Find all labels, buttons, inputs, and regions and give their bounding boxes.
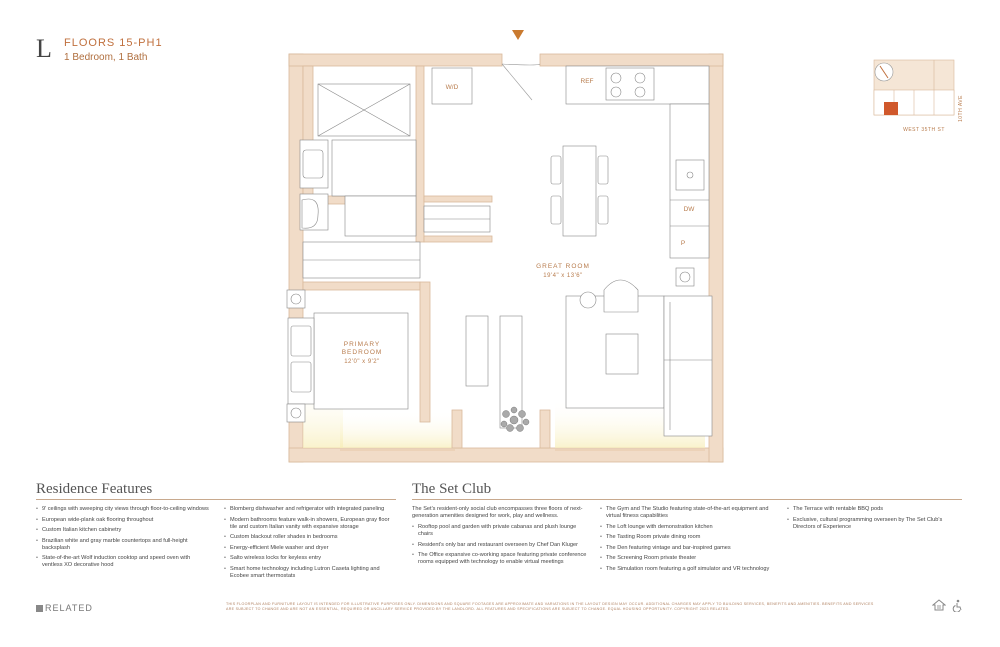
dining-table bbox=[551, 146, 608, 236]
residence-features-rule bbox=[36, 499, 396, 500]
related-logo-text: RELATED bbox=[45, 603, 93, 613]
residence-features-col1 bbox=[36, 506, 212, 573]
list-item: • The Gym and The Studio featuring state-of-the-art equipment and virtual fitness capabilities bbox=[600, 506, 778, 520]
unit-type: 1 Bedroom, 1 Bath bbox=[64, 52, 148, 63]
set-club-title: The Set Club bbox=[412, 481, 492, 497]
list-item: • Energy-efficient Miele washer and dryer bbox=[224, 545, 394, 552]
bedroom-dims: 12'0" x 9'2" bbox=[344, 359, 380, 365]
set-club-col1 bbox=[412, 524, 592, 570]
great-room-label: GREAT ROOM bbox=[536, 263, 590, 270]
list-item: • Custom Italian kitchen cabinetry bbox=[36, 527, 212, 534]
related-logo bbox=[36, 603, 93, 613]
key-plan bbox=[874, 60, 954, 115]
pantry-label: P bbox=[680, 240, 686, 247]
avenue-label: 10TH AVE bbox=[958, 95, 964, 122]
list-item: • Exclusive, cultural programming overseen by The Set Club's Directors of Experience bbox=[787, 517, 957, 531]
bathroom bbox=[300, 84, 416, 236]
great-room-dims: 19'4" x 13'6" bbox=[543, 273, 583, 279]
set-club-col2 bbox=[600, 506, 778, 576]
list-item: • The Terrace with rentable BBQ pods bbox=[787, 506, 957, 513]
list-item: • Salto wireless locks for keyless entry bbox=[224, 555, 394, 562]
bedroom-label-line2: BEDROOM bbox=[341, 349, 383, 356]
entry-door bbox=[502, 64, 540, 100]
ref-label: REF bbox=[580, 78, 594, 85]
list-item: • European wide-plank oak flooring throughout bbox=[36, 517, 212, 524]
related-logo-mark bbox=[36, 605, 43, 612]
washer-dryer bbox=[432, 68, 472, 104]
set-club-col3 bbox=[787, 506, 957, 534]
dw-label: DW bbox=[683, 206, 695, 213]
list-item: • Custom blackout roller shades in bedrooms bbox=[224, 534, 394, 541]
list-item: • The Tasting Room private dining room bbox=[600, 534, 778, 541]
accessibility-icon bbox=[952, 599, 964, 612]
residence-features-col2 bbox=[224, 506, 394, 583]
street-label: WEST 35TH ST bbox=[903, 127, 945, 133]
list-item: • The Office expansive co-working space featuring private conference rooms equipped with technology to enable virtual meetings bbox=[412, 552, 592, 566]
list-item: • Rooftop pool and garden with private cabanas and plush lounge chairs bbox=[412, 524, 592, 538]
residence-features-title: Residence Features bbox=[36, 481, 153, 497]
list-item: • State-of-the-art Wolf induction cooktop and speed oven with ventless XO decorative hood bbox=[36, 555, 212, 569]
set-club-rule bbox=[412, 499, 962, 500]
list-item: • 9' ceilings with sweeping city views through floor-to-ceiling windows bbox=[36, 506, 212, 513]
list-item: • Smart home technology including Lutron Caseta lighting and Ecobee smart thermostats bbox=[224, 566, 394, 580]
bedroom-label-line1: PRIMARY bbox=[343, 341, 381, 348]
bedroom bbox=[287, 290, 408, 422]
list-item: • The Loft lounge with demonstration kitchen bbox=[600, 524, 778, 531]
list-item: • The Screening Room private theater bbox=[600, 555, 778, 562]
list-item: • The Simulation room featuring a golf simulator and VR technology bbox=[600, 566, 778, 573]
list-item: • Modern bathrooms feature walk-in showers, European gray floor tile and custom Italian vanity with expansive storage bbox=[224, 517, 394, 531]
list-item: • The Den featuring vintage and bar-inspired games bbox=[600, 545, 778, 552]
disclaimer: THIS FLOORPLAN AND FURNITURE LAYOUT IS INTENDED FOR ILLUSTRATIVE PURPOSES ONLY. DIMENSIONS AND SQUARE FOOTAGES ARE APPROXIMATE AND VARIATIONS IN THE LAYOUT DESIGN MAY OCCUR. ADDITIONAL CHARGES MAY APPLY TO BUILDING SERVICES, BENEFITS AND AMENITIES. BENEFITS AND SERVICES ARE SUBJECT TO CHANGE AND ARE NOT AN ESSENTIAL, REQUIRED OR ANCILLARY SERVICE PROVIDED BY THE LANDLORD. ALL FEATURES AND SPECIFICATIONS ARE SUBJECT TO CHANGE. EQUAL HOUSING OPPORTUNITY. COPYRIGHT 2023 RELATED. bbox=[226, 602, 874, 611]
set-club-intro: The Set's resident-only social club encompasses three floors of next-generation amenities designed for work, play and wellness. bbox=[412, 506, 583, 520]
unit-letter: L bbox=[36, 34, 52, 63]
window-light bbox=[340, 410, 460, 448]
unit-floors: FLOORS 15-PH1 bbox=[64, 37, 163, 49]
list-item: • Blomberg dishwasher and refrigerator with integrated paneling bbox=[224, 506, 394, 513]
unit-highlight bbox=[884, 102, 898, 115]
wd-label: W/D bbox=[445, 84, 459, 91]
list-item: • Brazilian white and gray marble countertops and full-height backsplash bbox=[36, 538, 212, 552]
list-item: • Resident's only bar and restaurant overseen by Chef Dan Kluger bbox=[412, 542, 592, 549]
compass-icon bbox=[875, 63, 893, 81]
entry-arrow-icon bbox=[512, 30, 524, 40]
equal-housing-icon bbox=[932, 599, 946, 611]
